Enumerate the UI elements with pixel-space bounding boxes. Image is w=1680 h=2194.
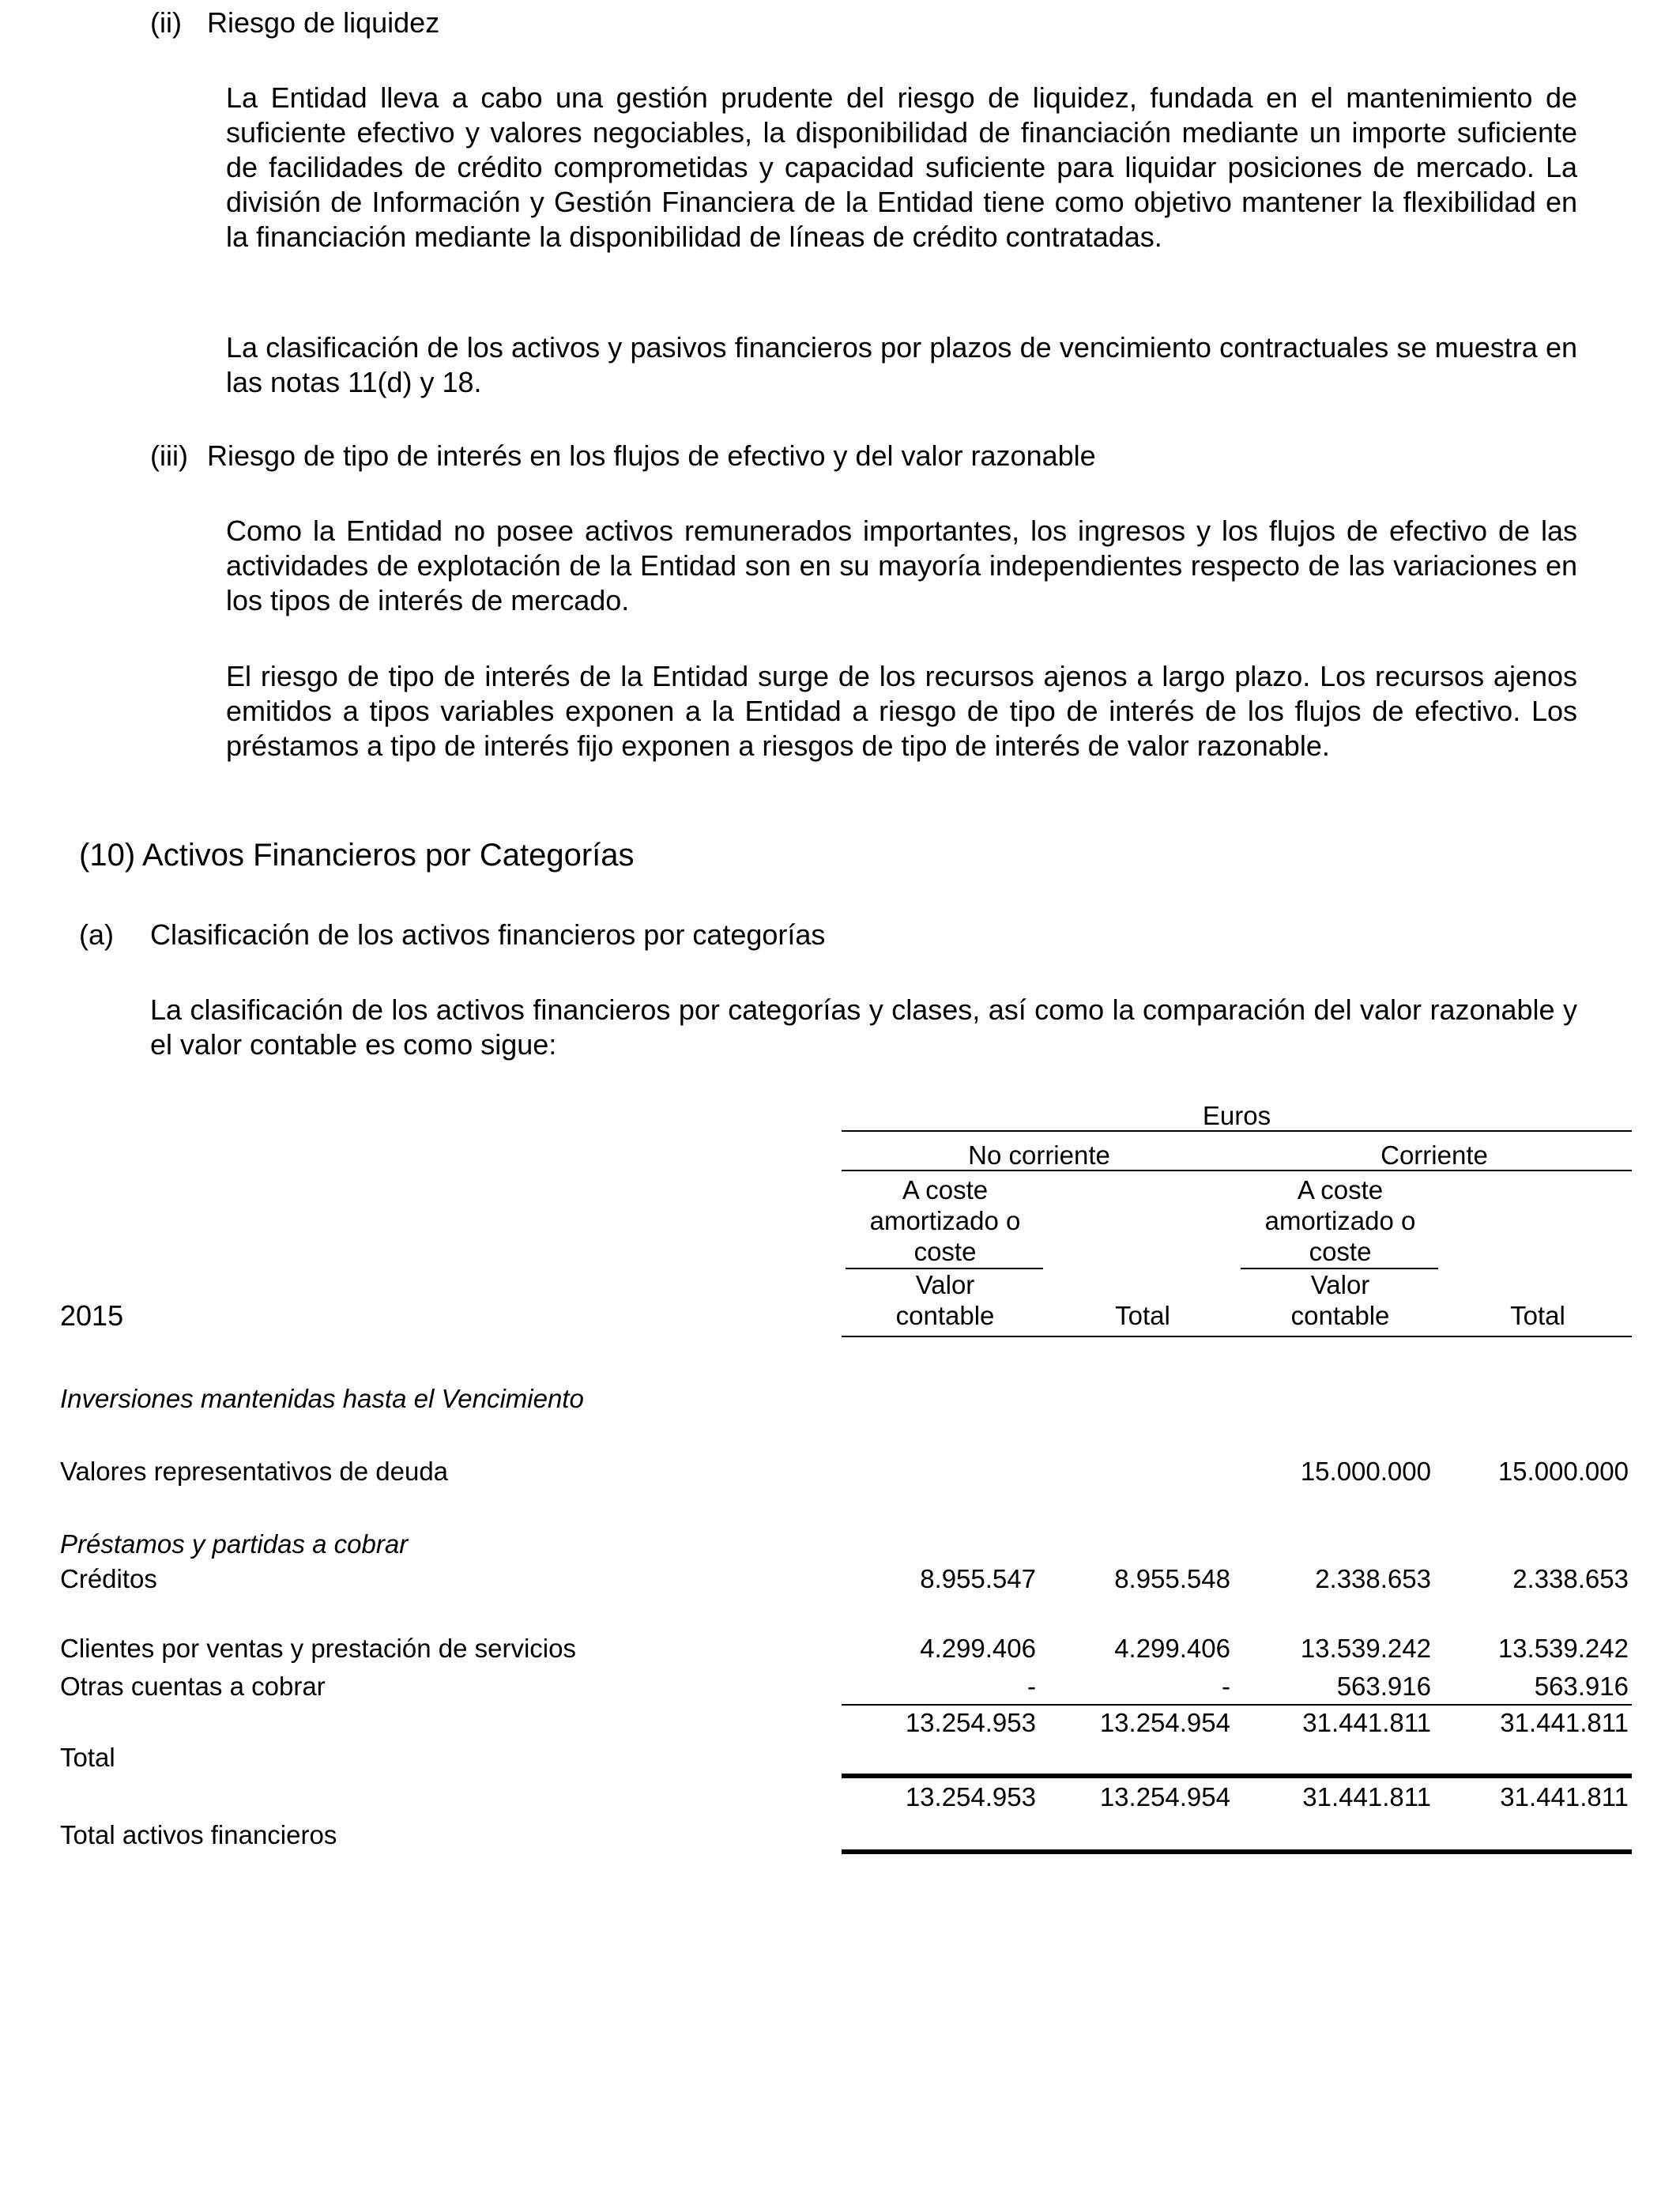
c-total-header: Total xyxy=(1510,1301,1565,1330)
row-clientes-nc-valor: 4.299.406 xyxy=(920,1634,1036,1663)
group-corriente: Corriente xyxy=(1381,1140,1488,1170)
row-creditos-nc-valor: 8.955.547 xyxy=(920,1564,1036,1593)
nc-valor: Valor xyxy=(915,1270,975,1299)
row-total-af-nc-total: 13.254.954 xyxy=(1099,1782,1230,1811)
group-no-corriente: No corriente xyxy=(968,1140,1110,1170)
nc-subheader-line2: amortizado o xyxy=(869,1206,1021,1235)
row-total-af-c-valor: 31.441.811 xyxy=(1302,1782,1431,1811)
row-total-af-nc-valor: 13.254.953 xyxy=(905,1782,1036,1811)
interest-paragraph-2: El riesgo de tipo de interés de la Entidad surge de los recursos ajenos a largo plazo. Los recursos ajenos emitidos a tipos variables exponen a la Entidad a riesgo de tipo de interés de los flujos de efectivo. Los préstamos a tipo de interés fijo exponen a riesgos de tipo de interés de valor razonable. xyxy=(226,660,1577,762)
liquidity-paragraph-2: La clasificación de los activos y pasivos financieros por plazos de vencimiento contractuales se muestra en las notas 11(d) y 18. xyxy=(226,331,1577,398)
currency-rule xyxy=(842,1130,1632,1132)
nc-total-header: Total xyxy=(1115,1301,1170,1330)
row-total-c-total: 31.441.811 xyxy=(1500,1708,1629,1737)
row-otras-c-valor: 563.916 xyxy=(1336,1672,1431,1701)
section-inversiones: Inversiones mantenidas hasta el Vencimiento xyxy=(60,1384,584,1413)
c-subheader-line2: amortizado o xyxy=(1264,1206,1416,1235)
section-ii-title: Riesgo de liquidez xyxy=(207,6,440,39)
row-valores-label: Valores representativos de deuda xyxy=(60,1457,449,1486)
row-creditos-nc-total: 8.955.548 xyxy=(1114,1564,1230,1593)
row-total-af-c-total: 31.441.811 xyxy=(1500,1782,1629,1811)
row-creditos-c-total: 2.338.653 xyxy=(1512,1564,1629,1593)
section-ii-number: (ii) xyxy=(150,6,182,39)
row-otras-nc-total: - xyxy=(1222,1672,1230,1701)
row-total-nc-valor: 13.254.953 xyxy=(905,1708,1036,1737)
year-label: 2015 xyxy=(60,1299,124,1332)
row-clientes-label: Clientes por ventas y prestación de servicios xyxy=(60,1634,576,1663)
row-clientes-nc-total: 4.299.406 xyxy=(1114,1634,1230,1663)
subsection-a-number: (a) xyxy=(79,918,114,951)
row-creditos-c-valor: 2.338.653 xyxy=(1315,1564,1431,1593)
nc-subheader-line3: coste xyxy=(913,1237,977,1266)
nc-contable: contable xyxy=(895,1301,995,1330)
row-total-nc-total: 13.254.954 xyxy=(1099,1708,1230,1737)
row-otras-nc-valor: - xyxy=(1027,1672,1036,1701)
group-rule xyxy=(842,1170,1632,1171)
subsection-a-title: Clasificación de los activos financieros por categorías xyxy=(150,918,826,951)
section-prestamos: Préstamos y partidas a cobrar xyxy=(60,1529,409,1559)
row-valores-c-valor: 15.000.000 xyxy=(1300,1457,1431,1486)
c-valor: Valor xyxy=(1310,1270,1370,1299)
row-total-af-label: Total activos financieros xyxy=(60,1820,337,1849)
row-total-label: Total xyxy=(60,1743,115,1772)
section-iii-number: (iii) xyxy=(150,439,188,472)
nc-subheader-line1: A coste xyxy=(902,1175,989,1204)
header-bottom-rule xyxy=(842,1336,1632,1337)
grand-total-rule xyxy=(842,1849,1632,1854)
liquidity-paragraph-1: La Entidad lleva a cabo una gestión prudente del riesgo de liquidez, fundada en el mantenimiento de suficiente efectivo y valores negociables, la disponibilidad de financiación mediante un importe suficiente de facilidades de crédito comprometidas y capacidad suficiente para liquidar posiciones de mercado. La división de Información y Gestión Financiera de la Entidad tiene como objetivo mantener la flexibilidad en la financiación mediante la disponibilidad de líneas de crédito contratadas. xyxy=(226,81,1577,253)
currency-header: Euros xyxy=(1202,1101,1271,1130)
total-rule xyxy=(842,1774,1632,1778)
row-total-c-valor: 31.441.811 xyxy=(1302,1708,1431,1737)
section-iii-title: Riesgo de tipo de interés en los flujos de efectivo y del valor razonable xyxy=(207,439,1096,472)
section-10-heading: (10) Activos Financieros por Categorías xyxy=(79,838,635,873)
c-subheader-line3: coste xyxy=(1309,1237,1372,1266)
subtotal-rule xyxy=(842,1704,1632,1706)
row-clientes-c-valor: 13.539.242 xyxy=(1300,1634,1431,1663)
c-subheader-line1: A coste xyxy=(1297,1175,1384,1204)
classification-intro: La clasificación de los activos financieros por categorías y clases, así como la comparación del valor razonable y el valor contable es como sigue: xyxy=(150,993,1577,1061)
row-otras-c-total: 563.916 xyxy=(1534,1672,1629,1701)
c-contable: contable xyxy=(1290,1301,1390,1330)
row-creditos-label: Créditos xyxy=(60,1564,157,1593)
row-clientes-c-total: 13.539.242 xyxy=(1497,1634,1629,1663)
interest-paragraph-1: Como la Entidad no posee activos remunerados importantes, los ingresos y los flujos de efectivo de las actividades de explotación de la Entidad son en su mayoría independientes respecto de las variaciones en los tipos de interés de mercado. xyxy=(226,515,1577,616)
row-valores-c-total: 15.000.000 xyxy=(1497,1457,1629,1486)
row-otras-label: Otras cuentas a cobrar xyxy=(60,1672,326,1701)
